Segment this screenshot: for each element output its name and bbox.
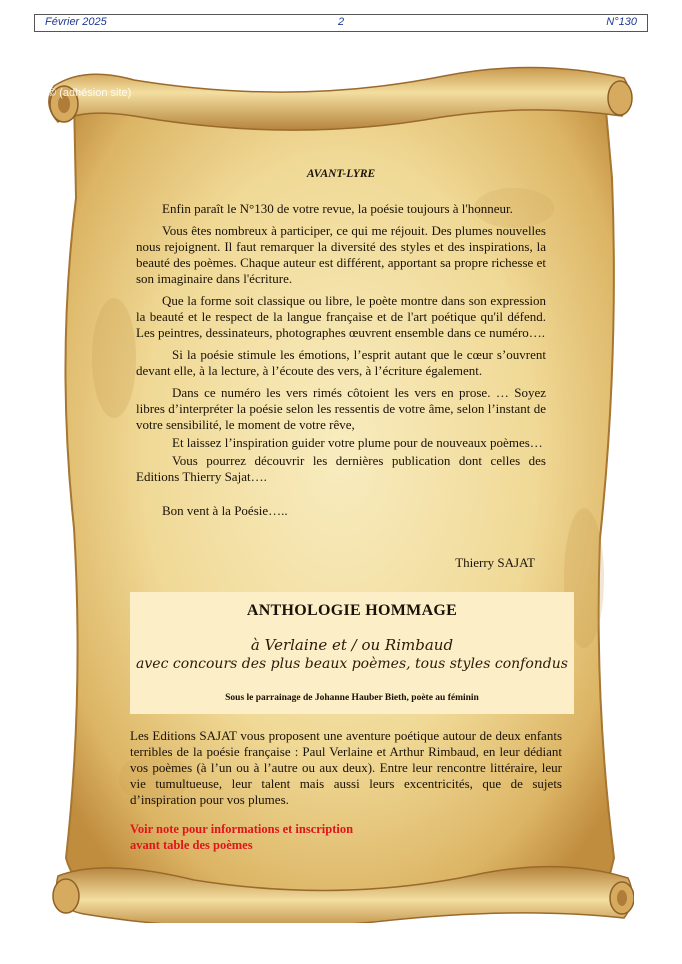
anthology-title: ANTHOLOGIE HOMMAGE — [246, 602, 458, 619]
editorial-paragraph: Que la forme soit classique ou libre, le poète montre dans son expression la beauté et le respect de la langue française et de l'art poétique qu'il défend. Les peintres, dessinateurs, photographes œuvrent ensemble dans ce numéro…. — [136, 293, 546, 340]
editorial-body — [136, 201, 546, 525]
editorial-signature: Thierry SAJAT — [455, 555, 535, 570]
header-issue-number: N°130 — [606, 16, 637, 28]
anthology-note-line: Voir note pour informations et inscription — [130, 822, 354, 836]
editorial-paragraph: Dans ce numéro les vers rimés côtoient les vers en prose. … Soyez libres d’interpréter la poésie selon les ressentis de votre âme, selon l’instant de votre sensibilité, le moment de votre rêve, — [136, 385, 546, 432]
header-page-number: 2 — [337, 16, 345, 28]
editorial-title: AVANT-LYRE — [306, 168, 376, 180]
editorial-paragraph: Vous pourrez découvrir les dernières publication dont celles des Editions Thierry Sajat…. — [136, 453, 546, 484]
anthology-description: Les Editions SAJAT vous proposent une aventure poétique autour de deux enfants terribles de la poésie française : Paul Verlaine et Arthur Rimbaud, en leur dédiant vos poèmes (à l’un ou à l’autre ou aux deux). Entre leur rencontre littéraire, leur vie tumultueuse, leur talent mais aussi leurs excentricités, que de sujets d’inspiration pour vos plumes. — [130, 728, 562, 807]
editorial-paragraph: Vous êtes nombreux à participer, ce qui me réjouit. Des plumes nouvelles nous rejoignent. Il faut remarquer la diversité des styles et des inspirations, la beauté des poèmes. Chaque auteur est différent, apportant sa propre richesse et son imaginaire dans l'écriture. — [136, 223, 546, 286]
page-header — [34, 14, 648, 32]
anthology-note — [130, 821, 353, 853]
copyright-watermark: © (adhésion site) — [48, 87, 132, 99]
anthology-subtitle: à Verlaine et / ou Rimbaud — [250, 636, 454, 654]
editorial-paragraph: Et laissez l’inspiration guider votre plume pour de nouveaux poèmes… — [172, 435, 543, 450]
anthology-note-line: avant table des poèmes — [130, 838, 253, 852]
header-date: Février 2025 — [45, 16, 107, 28]
anthology-contest-line: avec concours des plus beaux poèmes, tous styles confondus — [136, 656, 568, 672]
editorial-paragraph: Si la poésie stimule les émotions, l’esprit autant que le cœur s’ouvrent devant elle, à la lecture, à l’écoute des vers, à l’écriture également. — [136, 347, 546, 378]
anthology-banner — [130, 592, 574, 714]
editorial-closing: Bon vent à la Poésie….. — [162, 503, 288, 518]
editorial-paragraph: Enfin paraît le N°130 de votre revue, la poésie toujours à l'honneur. — [162, 201, 513, 216]
anthology-patronage: Sous le parrainage de Johanne Hauber Bieth, poète au féminin — [225, 693, 479, 703]
